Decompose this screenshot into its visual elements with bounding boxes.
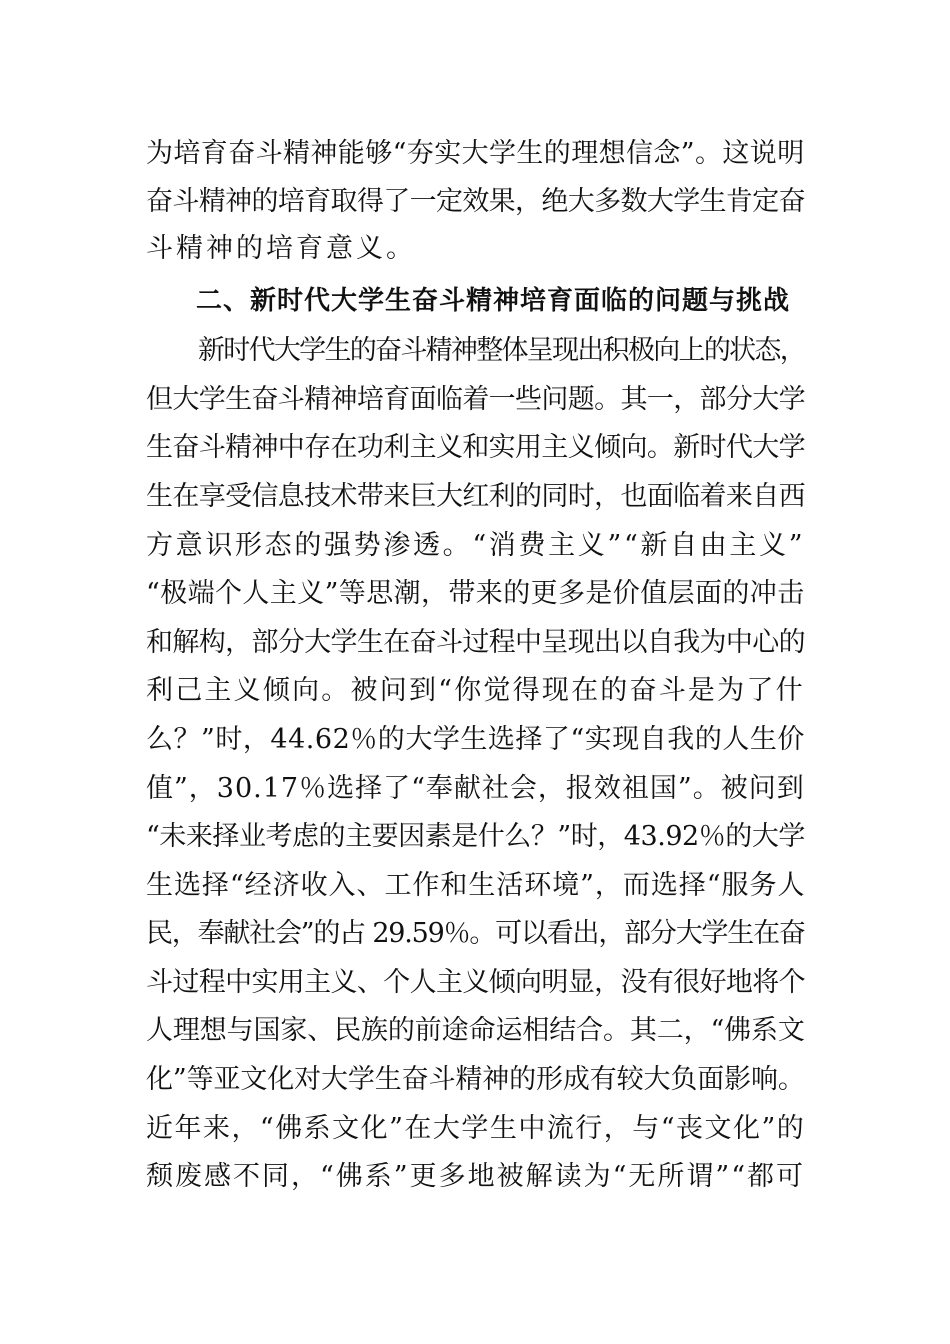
paragraph-line: 值”，30.17％选择了“奉献社会，报效祖国”。被问到 xyxy=(146,773,805,804)
paragraph-line: 和解构，部分大学生在奋斗过程中呈现出以自我为中心的 xyxy=(146,627,805,658)
paragraph-line: 化”等亚文化对大学生奋斗精神的形成有较大负面影响。 xyxy=(146,1064,805,1095)
paragraph-line: 民，奉献社会”的占 29.59％。可以看出，部分大学生在奋 xyxy=(146,918,805,949)
paragraph-line: 颓废感不同，“佛系”更多地被解读为“无所谓”“都可 xyxy=(146,1161,806,1192)
paragraph-line: “未来择业考虑的主要因素是什么？”时，43.92％的大学 xyxy=(146,821,805,852)
paragraph-line: 人理想与国家、民族的前途命运相结合。其二，“佛系文 xyxy=(146,1015,805,1046)
paragraph-line: 利己主义倾向。被问到“你觉得现在的奋斗是为了什 xyxy=(146,675,805,706)
paragraph-line: “极端个人主义”等思潮，带来的更多是价值层面的冲击 xyxy=(146,578,805,609)
section-heading: 二、新时代大学生奋斗精神培育面临的问题与挑战 xyxy=(196,286,791,316)
paragraph-line: 为培育奋斗精神能够“夯实大学生的理想信念”。这说明 xyxy=(146,138,805,169)
paragraph-line: 但大学生奋斗精神培育面临着一些问题。其一，部分大学 xyxy=(146,384,805,415)
paragraph-line: 近年来，“佛系文化”在大学生中流行，与“丧文化”的 xyxy=(146,1113,806,1144)
paragraph-line: 新时代大学生的奋斗精神整体呈现出积极向上的状态， xyxy=(198,335,805,366)
paragraph-line: 么？”时，44.62％的大学生选择了“实现自我的人生价 xyxy=(146,724,805,755)
paragraph-line: 斗精神的培育意义。 xyxy=(146,233,416,264)
paragraph-line: 生奋斗精神中存在功利主义和实用主义倾向。新时代大学 xyxy=(146,432,805,463)
paragraph-line: 生在享受信息技术带来巨大红利的同时，也面临着来自西 xyxy=(146,481,805,512)
paragraph-line: 斗过程中实用主义、个人主义倾向明显，没有很好地将个 xyxy=(146,967,805,998)
paragraph-line: 方意识形态的强势渗透。“消费主义”“新自由主义” xyxy=(146,530,806,561)
paragraph-line: 生选择“经济收入、工作和生活环境”，而选择“服务人 xyxy=(146,870,806,901)
paragraph-line: 奋斗精神的培育取得了一定效果，绝大多数大学生肯定奋 xyxy=(146,186,805,217)
